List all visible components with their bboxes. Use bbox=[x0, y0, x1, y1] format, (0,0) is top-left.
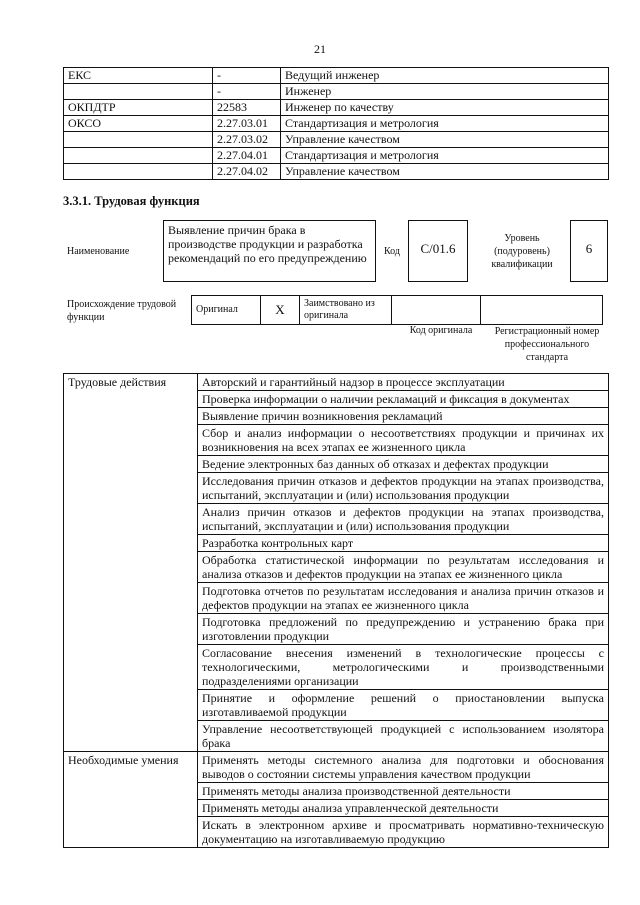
origin-label: Происхождение трудовой функции bbox=[67, 299, 177, 323]
codes-cell-code: 22583 bbox=[213, 100, 281, 116]
labor-actions-label: Трудовые действия bbox=[64, 374, 198, 752]
list-item: Применять методы анализа производственной деятельности bbox=[198, 783, 609, 800]
level-value: 6 bbox=[585, 241, 593, 256]
original-label: Оригинал bbox=[192, 296, 261, 325]
list-item: Принятие и оформление решений о приостановлении выпуска изготавливаемой продукции bbox=[198, 690, 609, 721]
codes-cell-title: Ведущий инженер bbox=[281, 68, 609, 84]
code-label: Код bbox=[384, 246, 400, 257]
codes-cell-title: Стандартизация и метрология bbox=[281, 148, 609, 164]
table-row bbox=[64, 374, 609, 391]
codes-cell-title: Управление качеством bbox=[281, 132, 609, 148]
codes-cell-code: 2.27.03.01 bbox=[213, 116, 281, 132]
codes-row bbox=[64, 132, 609, 148]
codes-cell-name: ОКСО bbox=[64, 116, 213, 132]
reg-number-label: Регистрационный номер профессионального стандарта bbox=[494, 326, 600, 363]
list-item: Авторский и гарантийный надзор в процессе эксплуатации bbox=[198, 374, 609, 391]
codes-cell-title: Управление качеством bbox=[281, 164, 609, 180]
codes-cell-code: 2.27.03.02 bbox=[213, 132, 281, 148]
codes-cell-code: 2.27.04.01 bbox=[213, 148, 281, 164]
codes-cell-name bbox=[64, 148, 213, 164]
codes-cell-name bbox=[64, 84, 213, 100]
codes-cell-code: - bbox=[213, 84, 281, 100]
function-code-box bbox=[408, 220, 468, 282]
list-item: Подготовка предложений по предупреждению и устранению брака при изготовлении продукции bbox=[198, 614, 609, 645]
codes-table bbox=[63, 67, 609, 180]
list-item: Анализ причин отказов и дефектов продукции на этапах производства, испытаний, эксплуатации и (или) использования продукции bbox=[198, 504, 609, 535]
borrowed-label: Заимствовано из оригинала bbox=[300, 296, 392, 325]
original-mark: X bbox=[261, 296, 300, 325]
table-row bbox=[64, 752, 609, 783]
level-box bbox=[570, 220, 608, 282]
list-item: Управление несоответствующей продукцией с использованием изолятора брака bbox=[198, 721, 609, 752]
list-item: Искать в электронном архиве и просматривать нормативно-техническую документацию на изготавливаемую продукцию bbox=[198, 817, 609, 848]
origin-table bbox=[191, 295, 603, 325]
list-item: Исследования причин отказов и дефектов продукции на этапах производства, испытаний, эксплуатации и (или) использования продукции bbox=[198, 473, 609, 504]
list-item: Выявление причин возникновения рекламаций bbox=[198, 408, 609, 425]
codes-row bbox=[64, 68, 609, 84]
function-name-box: Выявление причин брака в производстве продукции и разработка рекомендаций по его предупреждению bbox=[163, 220, 376, 282]
codes-row bbox=[64, 84, 609, 100]
list-item: Проверка информации о наличии рекламаций и фиксация в документах bbox=[198, 391, 609, 408]
codes-row bbox=[64, 148, 609, 164]
function-code: C/01.6 bbox=[420, 241, 456, 256]
codes-cell-title: Инженер bbox=[281, 84, 609, 100]
codes-cell-name bbox=[64, 132, 213, 148]
main-table bbox=[63, 373, 609, 848]
level-label: Уровень (подуровень) квалификации bbox=[491, 233, 553, 270]
list-item: Согласование внесения изменений в технологические процессы с технологическими, метрологическими и производственными подразделениями организации bbox=[198, 645, 609, 690]
codes-row bbox=[64, 100, 609, 116]
codes-row bbox=[64, 164, 609, 180]
codes-cell-name: ОКПДТР bbox=[64, 100, 213, 116]
list-item: Подготовка отчетов по результатам исследования и анализа причин отказов и дефектов продукции на этапах ее жизненного цикла bbox=[198, 583, 609, 614]
codes-cell-name: ЕКС bbox=[64, 68, 213, 84]
list-item: Применять методы анализа управленческой деятельности bbox=[198, 800, 609, 817]
name-label: Наименование bbox=[67, 246, 130, 257]
code-original-label: Код оригинала bbox=[409, 325, 473, 336]
codes-cell-title: Инженер по качеству bbox=[281, 100, 609, 116]
code-original-cell bbox=[392, 296, 481, 325]
reg-number-cell bbox=[481, 296, 603, 325]
codes-cell-name bbox=[64, 164, 213, 180]
skills-label: Необходимые умения bbox=[64, 752, 198, 848]
list-item: Сбор и анализ информации о несоответствиях продукции и причинах их возникновения на всех этапах ее жизненного цикла bbox=[198, 425, 609, 456]
list-item: Ведение электронных баз данных об отказах и дефектах продукции bbox=[198, 456, 609, 473]
page-number: 21 bbox=[314, 42, 326, 56]
list-item: Разработка контрольных карт bbox=[198, 535, 609, 552]
codes-cell-code: - bbox=[213, 68, 281, 84]
section-heading: 3.3.1. Трудовая функция bbox=[63, 194, 200, 208]
list-item: Обработка статистической информации по результатам исследования и анализа отказов и дефектов продукции на этапах ее жизненного цикла bbox=[198, 552, 609, 583]
codes-cell-code: 2.27.04.02 bbox=[213, 164, 281, 180]
codes-row bbox=[64, 116, 609, 132]
codes-cell-title: Стандартизация и метрология bbox=[281, 116, 609, 132]
list-item: Применять методы системного анализа для подготовки и обоснования выводов о состоянии системы управления качеством продукции bbox=[198, 752, 609, 783]
